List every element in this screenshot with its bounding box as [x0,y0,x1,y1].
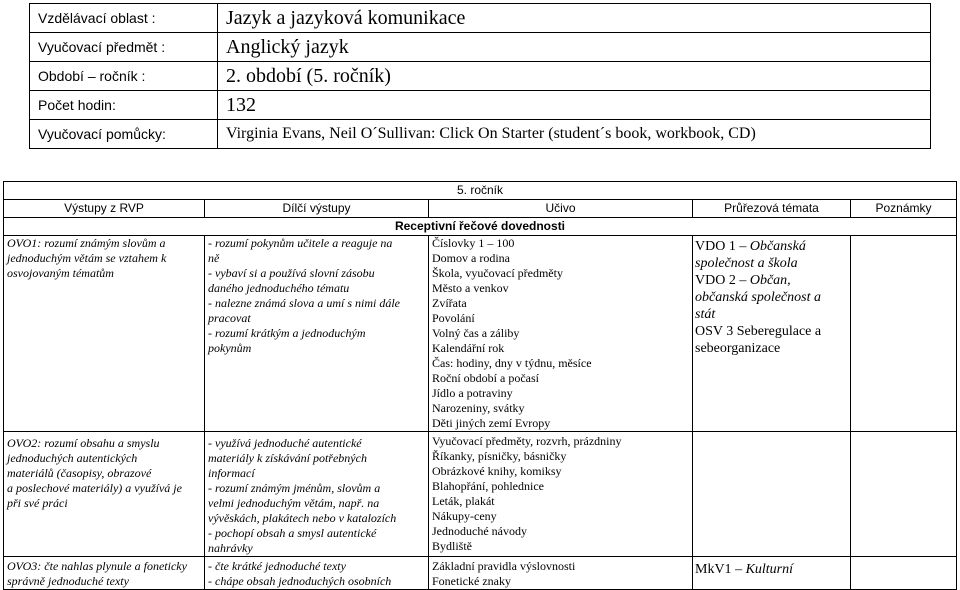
notes-cell [851,236,957,432]
partial-line: - chápe obsah jednoduchých osobních [208,574,392,588]
theme-line [695,323,847,340]
theme-text: Občanská [749,239,806,254]
curriculum-line: Základní pravidla výslovnosti [432,559,576,573]
theme-code: VDO 2 [695,273,736,288]
partial-line: - nalezne známá slova a umí s nimi dále [208,296,400,310]
curriculum-line: Číslovky 1 – 100 [432,236,515,250]
theme-code: OSV 3 [695,324,734,339]
curriculum-line: Obrázkové knihy, komiksy [432,464,562,478]
col-header-curriculum: Učivo [429,200,693,218]
theme-text: stát [695,307,716,322]
curriculum-line: Jídlo a potraviny [432,386,513,400]
theme-text: občanská společnost a [695,290,821,305]
value-area: Jazyk a jazyková komunikace [218,4,931,33]
rvp-line: materiálů (časopisy, obrazové [7,466,152,480]
theme-text: Občan, [749,273,791,288]
table-row [4,557,957,590]
rvp-line: při své práci [7,496,68,510]
value-aids: Virginia Evans, Neil O´Sullivan: Click On Starter (student´s book, workbook, CD) [218,120,931,149]
partial-cell [205,557,429,590]
curriculum-line: Roční období a počasí [432,371,539,385]
notes-cell [851,557,957,590]
rvp-cell [4,236,205,432]
curriculum-cell [429,236,693,432]
partial-line: materiály k získávání potřebných [208,451,367,465]
curriculum-line: Blahopřání, pohlednice [432,479,544,493]
partial-line: daného jednoduchého tématu [208,281,350,295]
rvp-line: OVO1: rozumí známým slovům a [7,236,166,250]
partial-line: - využívá jednoduché autentické [208,436,362,450]
themes-cell [693,236,851,432]
partial-line: - čte krátké jednoduché texty [208,559,346,573]
partial-line: - rozumí známým jménům, slovům a [208,481,381,495]
rvp-line: jednoduchých autentických [7,451,138,465]
curriculum-line: Leták, plakát [432,494,495,508]
partial-line: pracovat [208,311,251,325]
theme-line [695,238,847,255]
curriculum-line: Čas: hodiny, dny v týdnu, měsíce [432,356,592,370]
partial-cell [205,236,429,432]
col-header-partial: Dílčí výstupy [205,200,429,218]
label-subject: Vyučovací předmět : [30,33,218,62]
partial-line: vývěskách, plakátech nebo v katalozích [208,511,397,525]
curriculum-line: Domov a rodina [432,251,510,265]
partial-line: - rozumí krátkým a jednoduchým [208,326,366,340]
value-period: 2. období (5. ročník) [218,62,931,91]
label-area: Vzdělávací oblast : [30,4,218,33]
partial-line: - rozumí pokynům učitele a reaguje na [208,236,393,250]
partial-line: ně [208,251,220,265]
curriculum-line: Děti jiných zemí Evropy [432,416,551,430]
theme-text: společnost a škola [695,256,798,271]
rvp-cell [4,432,205,557]
theme-text: sebeorganizace [695,341,781,356]
partial-line: - pochopí obsah a smysl autentické [208,526,377,540]
curriculum-line: Bydliště [432,539,473,553]
col-header-rvp: Výstupy z RVP [4,200,205,218]
rvp-line: jednoduchým větám se vztahem k [7,251,167,265]
partial-line: nahrávky [208,541,253,555]
curriculum-line: Zvířata [432,296,467,310]
theme-line [695,306,847,323]
value-hours: 132 [218,91,931,120]
curriculum-line: Fonetické znaky [432,574,511,588]
label-aids: Vyučovací pomůcky: [30,120,218,149]
curriculum-cell [429,432,693,557]
section-title: Receptivní řečové dovednosti [4,218,957,236]
curriculum-line: Nákupy-ceny [432,509,497,523]
subject-info-table [29,3,931,149]
curriculum-line: Město a venkov [432,281,509,295]
rvp-cell [4,557,205,590]
theme-line [695,561,847,578]
theme-dash: – [735,273,750,288]
curriculum-line: Povolání [432,311,475,325]
partial-line: pokynům [208,341,252,355]
curriculum-table [3,181,957,590]
grade-title: 5. ročník [4,182,957,200]
table-row [4,236,957,432]
partial-line: informací [208,466,255,480]
curriculum-line: Narozeniny, svátky [432,401,525,415]
partial-line: - vybaví si a používá slovní zásobu [208,266,375,280]
curriculum-cell [429,557,693,590]
curriculum-line: Jednoduché návody [432,524,527,538]
curriculum-line: Kalendářní rok [432,341,505,355]
theme-line [695,289,847,306]
label-hours: Počet hodin: [30,91,218,120]
rvp-line: správně jednoduché texty [7,574,129,588]
notes-cell [851,432,957,557]
curriculum-line: Vyučovací předměty, rozvrh, prázdniny [432,434,622,448]
themes-cell [693,432,851,557]
partial-cell [205,432,429,557]
theme-line [695,255,847,272]
theme-text: Seberegulace a [736,324,822,339]
theme-code: MkV1 [695,562,732,577]
theme-line [695,272,847,289]
curriculum-line: Volný čas a záliby [432,326,520,340]
theme-dash: – [731,562,746,577]
partial-line: velmi jednoduchým větám, např. na [208,496,380,510]
themes-cell [693,557,851,590]
rvp-line: a poslechové materiály) a využívá je [7,481,182,495]
rvp-line: osvojovaným tématům [7,266,114,280]
theme-code: VDO 1 [695,239,736,254]
rvp-line: OVO2: rozumí obsahu a smyslu [7,436,160,450]
curriculum-line: Škola, vyučovací předměty [432,266,563,280]
theme-text: Kulturní [745,562,794,577]
value-subject: Anglický jazyk [218,33,931,62]
rvp-line: OVO3: čte nahlas plynule a foneticky [7,559,187,573]
theme-line [695,340,847,357]
theme-dash: – [735,239,750,254]
col-header-notes: Poznámky [851,200,957,218]
curriculum-line: Říkanky, písničky, básničky [432,449,567,463]
col-header-themes: Průřezová témata [693,200,851,218]
table-row [4,432,957,557]
label-period: Období – ročník : [30,62,218,91]
